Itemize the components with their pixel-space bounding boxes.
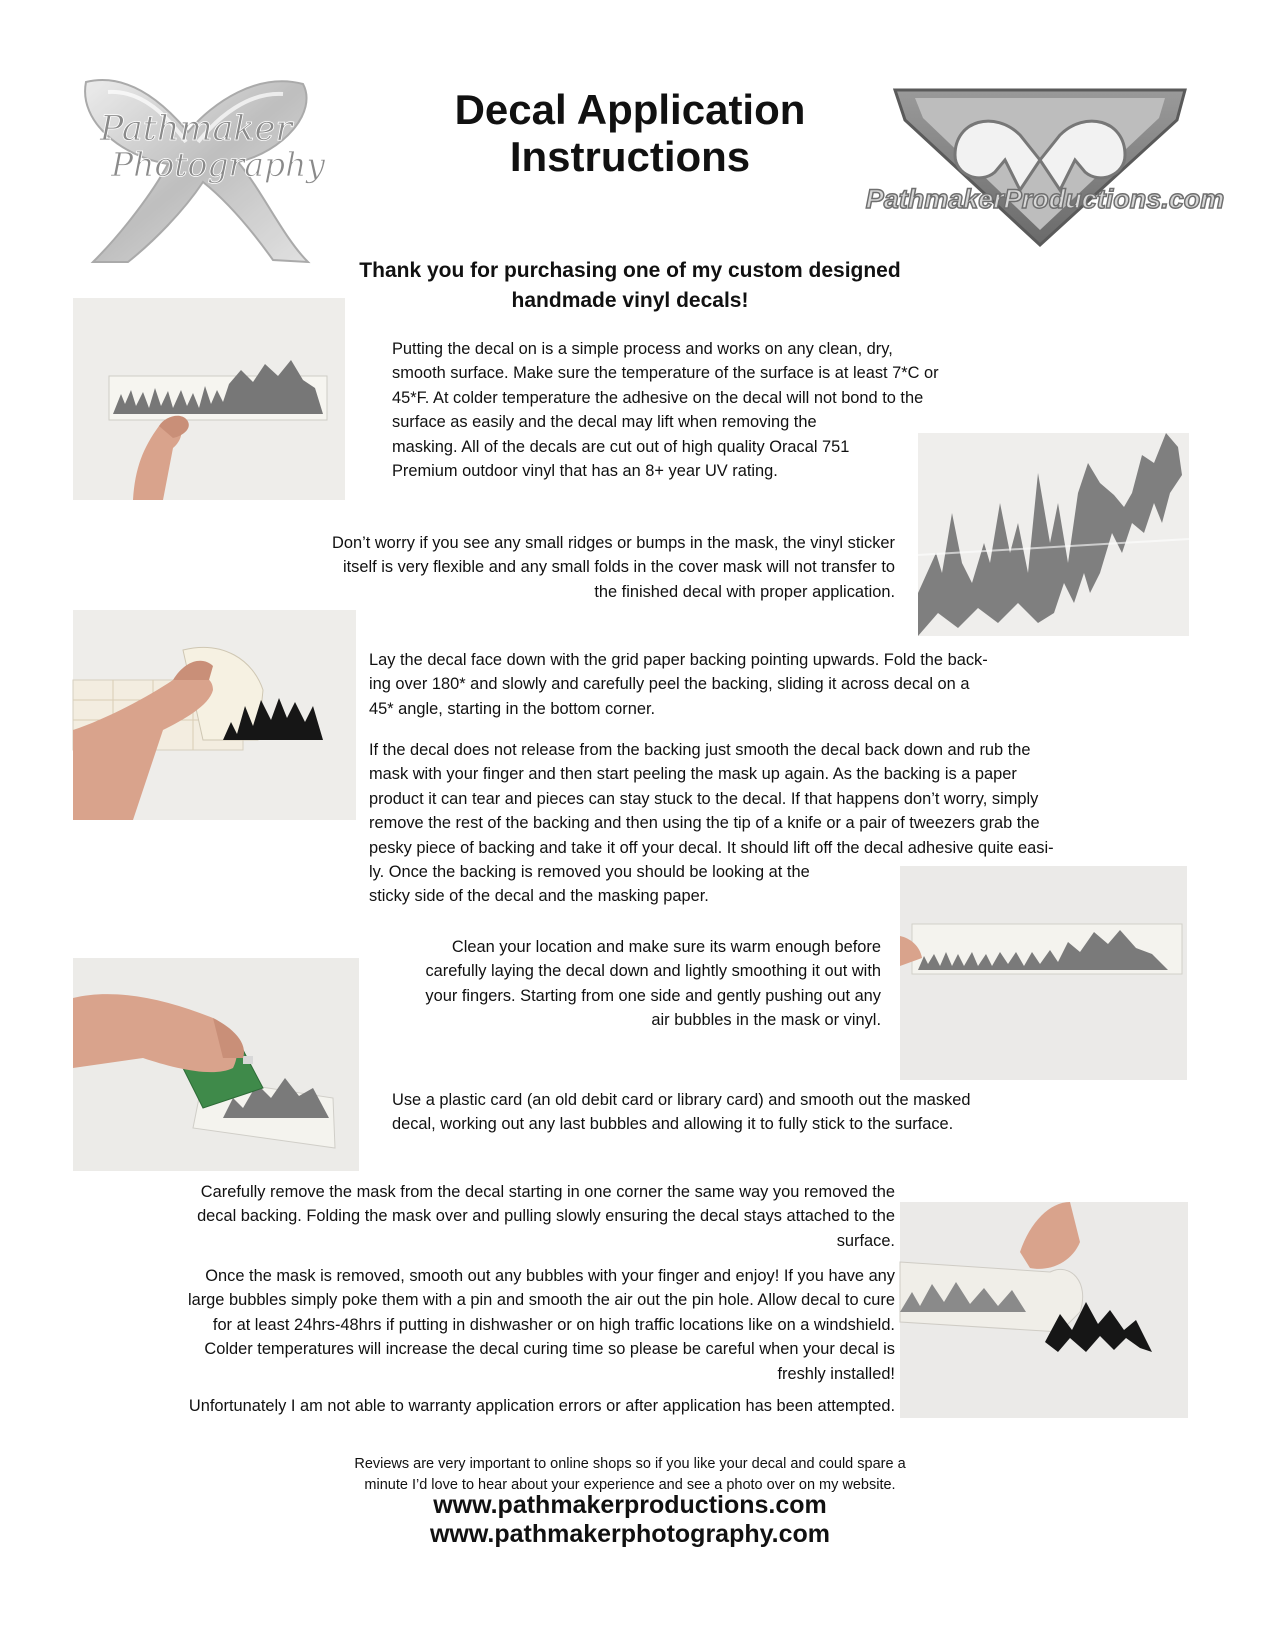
thank-you-heading — [300, 256, 960, 316]
url-pathmaker-photography[interactable]: www.pathmakerphotography.com — [429, 1520, 831, 1548]
thanks-line2: handmade vinyl decals! — [511, 289, 749, 312]
photo-decal-closeup — [918, 433, 1189, 636]
paragraph-surface-prep: Putting the decal on is a simple process and works on any clean, dry, smooth surface. Make sure the temperature of the surface is at least 7*C or 45*F. At colder temperature the adhesive on the decal will not bond to the surface as easily and the decal may lift when removing the masking. All of the decals are cut out of high quality Oracal 751 Premium outdoor vinyl that has an 8+ year UV rating. — [392, 340, 939, 481]
thanks-line1: Thank you for purchasing one of my custom designed — [359, 259, 901, 282]
paragraph-mask-ridges: Don’t worry if you see any small ridges or bumps in the mask, the vinyl sticker itself is very flexible and any small folds in the cover mask will not transfer to the finished decal with proper application. — [332, 534, 895, 601]
photo-peeling-backing — [73, 610, 356, 820]
logo-right-text: PathmakerProductions.com — [865, 184, 1225, 214]
reviews-note: Reviews are very important to online shops so if you like your decal and could spare a minute I’d love to hear about your experience and see a photo over on my website. — [354, 1456, 906, 1493]
title-line1: Decal Application — [454, 86, 806, 133]
photo-decal-laid-down — [900, 866, 1187, 1080]
pathmaker-productions-logo — [865, 80, 1225, 250]
logo-left-line1: Pathmaker — [99, 109, 293, 149]
photo-card-smoothing — [73, 958, 359, 1171]
paragraph-backing-release: If the decal does not release from the backing just smooth the decal back down and rub the mask with your finger and then start peeling the mask up again. As the backing is a paper product it can tear and pieces can stay stuck to the decal. If that happens don’t worry, simply remove the rest of the backing and then using the tip of a knife or a pair of tweezers grab the pesky piece of backing and take it off your decal. It should lift off the decal adhesive quite easi- ly. Once the backing is removed you should be looking at the sticky side of the decal and the masking paper. — [369, 741, 1054, 906]
paragraph-remove-mask: Carefully remove the mask from the decal starting in one corner the same way you removed the decal backing. Folding the mask over and pulling slowly ensuring the decal stays attached to the surface. — [197, 1183, 895, 1250]
paragraph-warranty: Unfortunately I am not able to warranty application errors or after application has been attempted. — [188, 1397, 895, 1415]
paragraph-smooth-and-cure: Once the mask is removed, smooth out any bubbles with your finger and enjoy! If you have any large bubbles simply poke them with a pin and smooth the air out the pin hole. Allow decal to cure for at least 24hrs-48hrs if putting in dishwasher or on high traffic locations like on a windshield. Colder temperatures will increase the decal curing time so please be careful when your decal is freshly installed! — [187, 1267, 895, 1383]
paragraph-clean-location: Clean your location and make sure its warm enough before carefully laying the decal down and lightly smoothing it out with your fingers. Starting from one side and gently pushing out any air bubbles in the mask or vinyl. — [425, 938, 881, 1030]
logo-left-line2: Photography — [110, 145, 326, 184]
pathmaker-photography-logo — [68, 72, 326, 270]
url-pathmaker-productions[interactable]: www.pathmakerproductions.com — [433, 1491, 827, 1519]
photo-removing-mask — [900, 1202, 1188, 1418]
page-title — [400, 86, 860, 180]
title-line2: Instructions — [509, 133, 751, 180]
paragraph-lay-face-down: Lay the decal face down with the grid paper backing pointing upwards. Fold the back- ing over 180* and slowly and carefully peel the backing, sliding it across decal on a 45* angle, starting in the bottom corner. — [369, 651, 988, 718]
paragraph-plastic-card: Use a plastic card (an old debit card or library card) and smooth out the masked decal, working out any last bubbles and allowing it to fully stick to the surface. — [392, 1091, 971, 1134]
photo-decal-in-hand — [73, 298, 345, 500]
